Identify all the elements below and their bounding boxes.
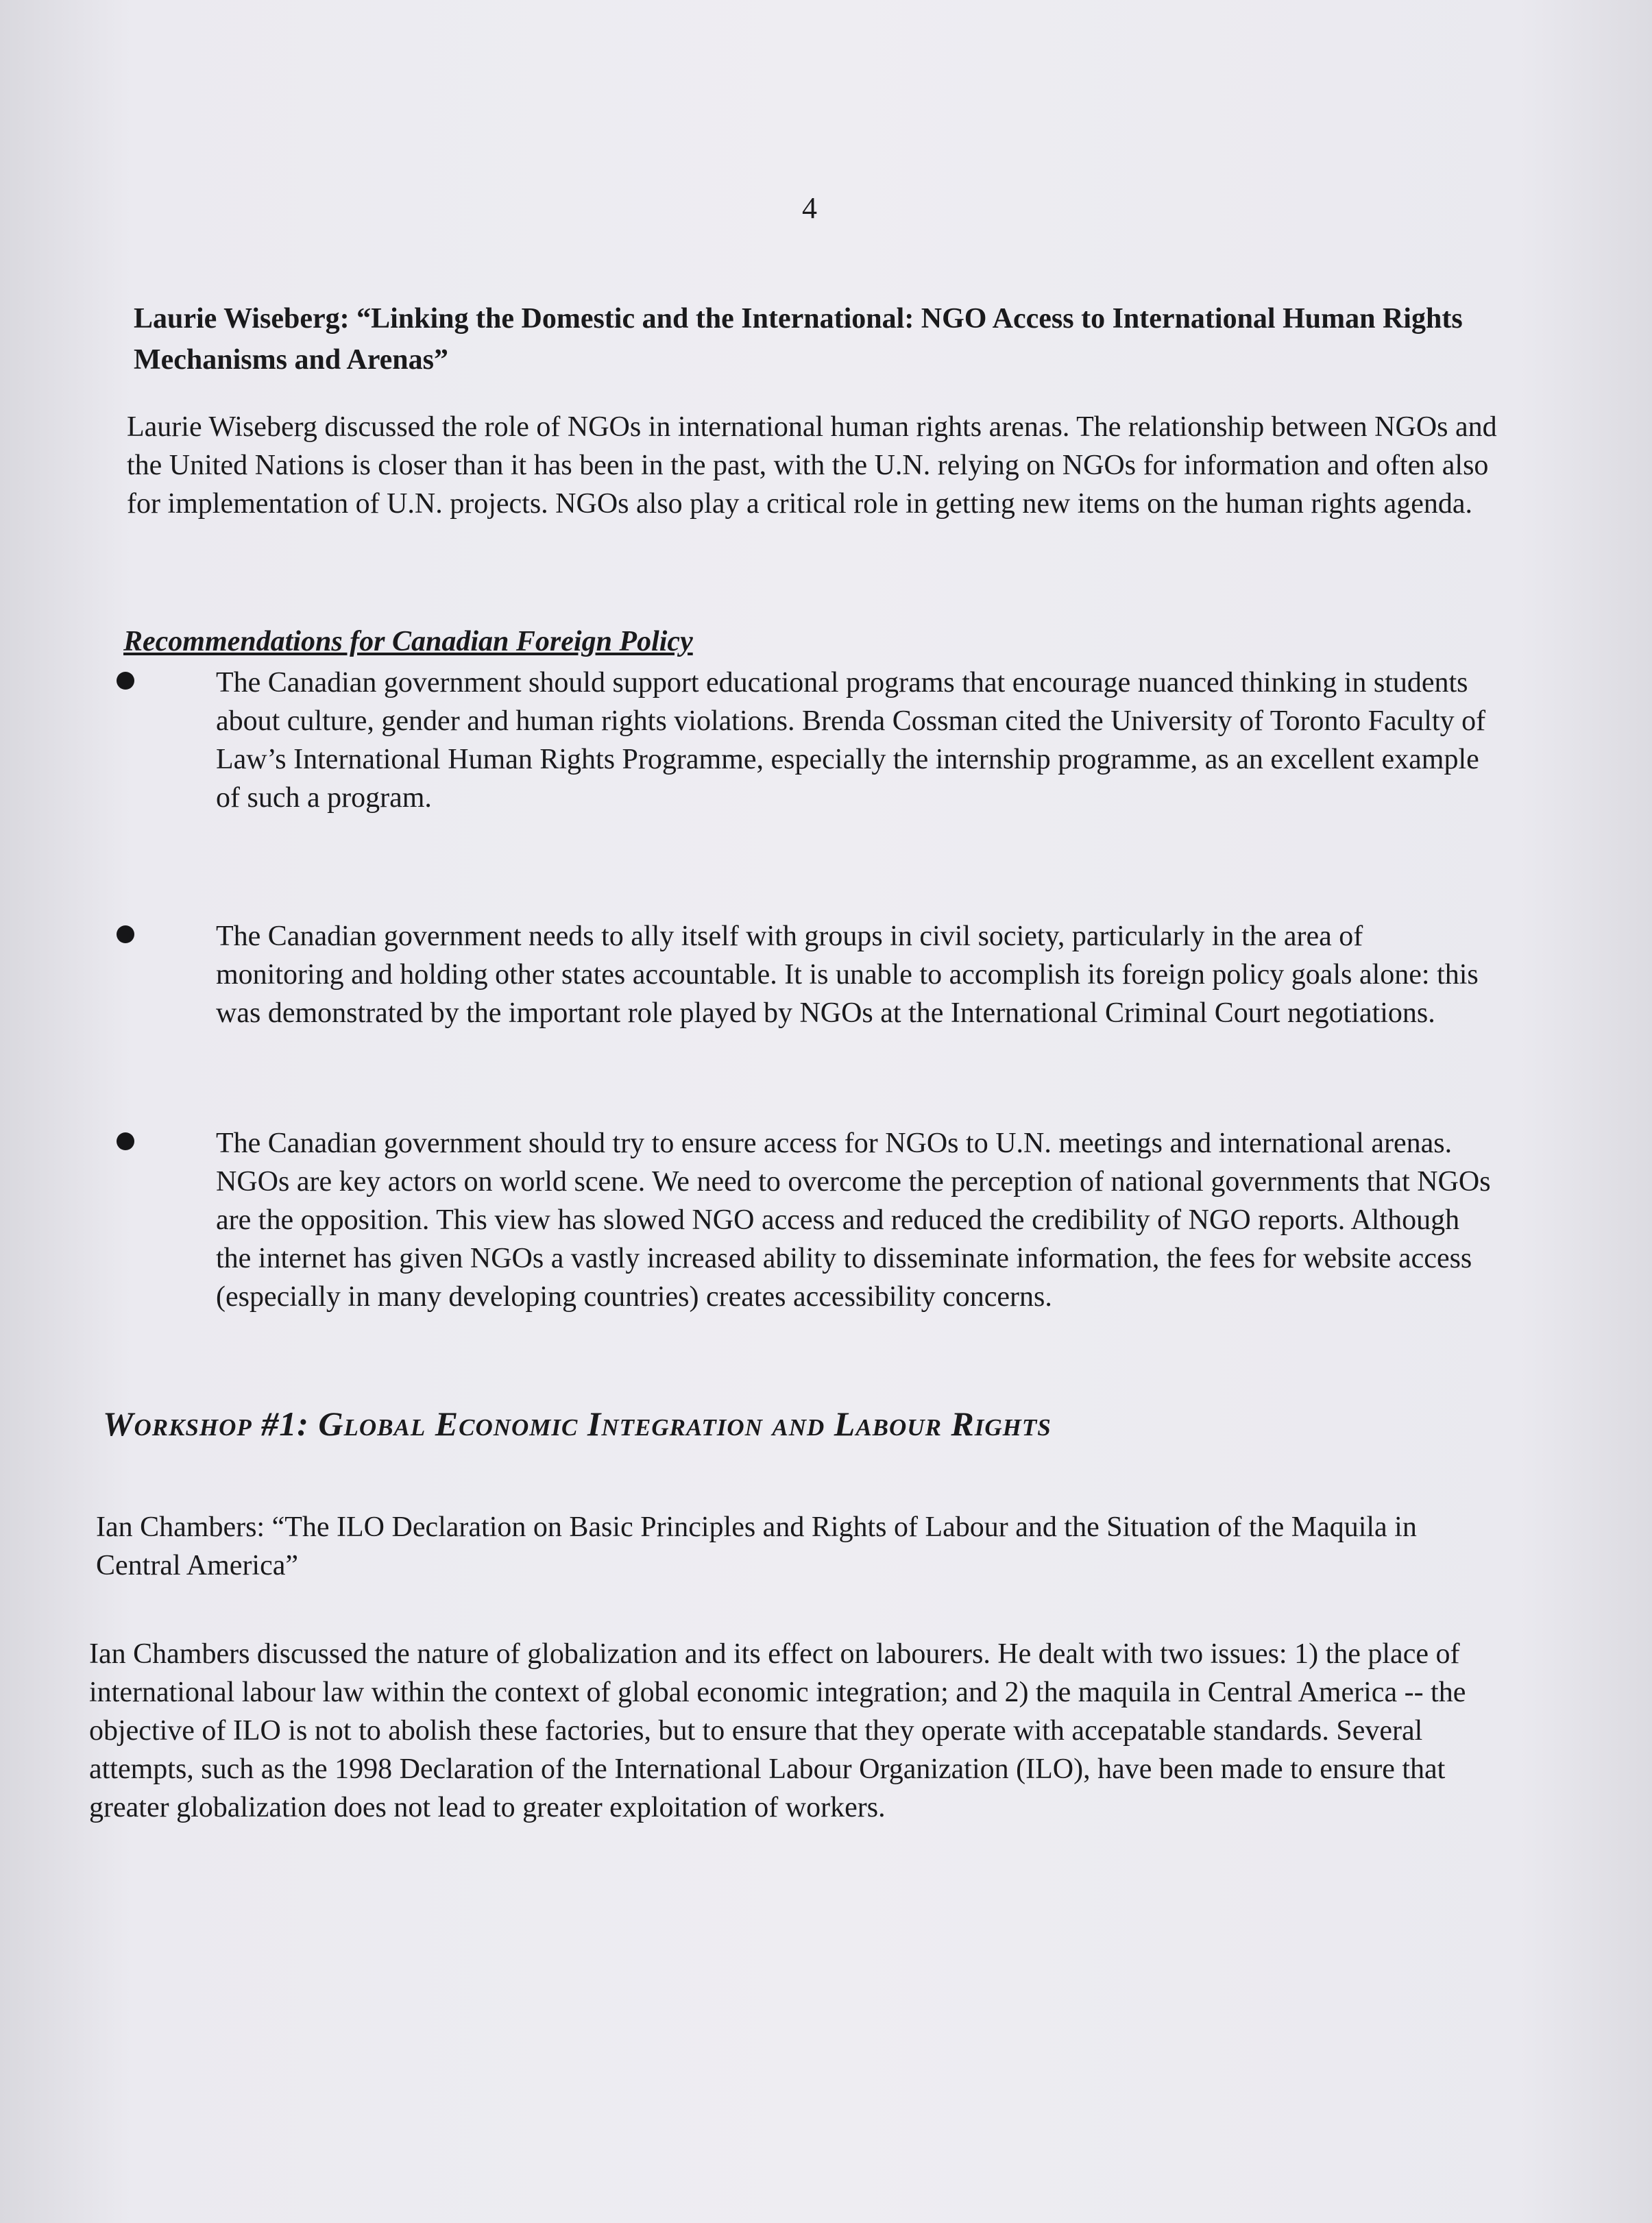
section-paragraph: Laurie Wiseberg discussed the role of NGOs in international human rights arenas. The relationship between NGOs and the United Nations is closer than it has been in the past, with the U.N. relying on NGOs for information and often also for implementation of U.N. projects. NGOs also play a critical role in getting new items on the human rights agenda. [127, 411, 1497, 520]
workshop-paragraph: Ian Chambers discussed the nature of globalization and its effect on labourers. He dealt with two issues: 1) the place of international labour law within the context of global economic integration; and 2) the maquila in Central America -- the objective of ILO is not to abolish these factories, but to ensure that they operate with accepatable standards. Several attempts, such as the 1998 Declaration of the International Labour Organization (ILO), have been made to ensure that greater globalization does not lead to greater exploitation of workers. [89, 1638, 1466, 1823]
bullet-icon [117, 925, 134, 943]
recommendations-heading: Recommendations for Canadian Foreign Policy [123, 626, 693, 657]
section-title: Laurie Wiseberg: “Linking the Domestic and the International: NGO Access to International Human Rights Mechanisms and Arenas” [134, 303, 1463, 376]
recommendation-text: The Canadian government should try to ensure access for NGOs to U.N. meetings and international arenas. NGOs are key actors on world scene. We need to overcome the perception of national governments that NGOs are the opposition. This view has slowed NGO access and reduced the credibility of NGO reports. Although the internet has given NGOs a vastly increased ability to disseminate information, the fees for website access (especially in many developing countries) creates accessibility concerns. [216, 1128, 1491, 1313]
page-number: 4 [802, 191, 817, 225]
bullet-icon [117, 1132, 134, 1150]
speaker-title: Ian Chambers: “The ILO Declaration on Basic Principles and Rights of Labour and the Situation of the Maquila in Central America” [96, 1511, 1417, 1581]
recommendation-text: The Canadian government should support educational programs that encourage nuanced thinking in students about culture, gender and human rights violations. Brenda Cossman cited the University of Toronto Faculty of Law’s International Human Rights Programme, especially the internship programme, as an excellent example of such a program. [216, 667, 1486, 814]
recommendation-text: The Canadian government needs to ally itself with groups in civil society, particularly in the area of monitoring and holding other states accountable. It is unable to accomplish its foreign policy goals alone: this was demonstrated by the important role played by NGOs at the International Criminal Court negotiations. [216, 921, 1479, 1029]
workshop-heading: Workshop #1: Global Economic Integration and Labour Rights [103, 1405, 1052, 1443]
bullet-icon [117, 672, 134, 690]
